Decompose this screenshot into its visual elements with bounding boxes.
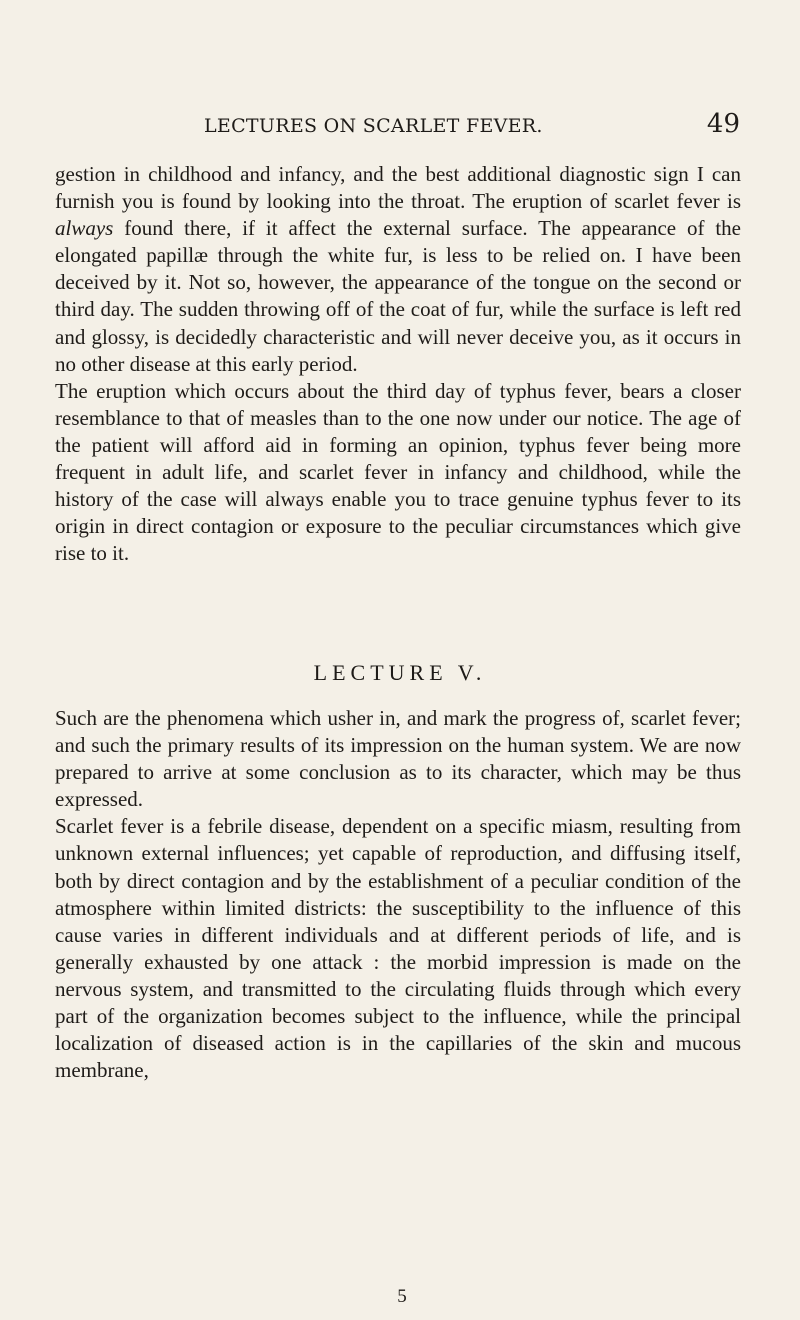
emphasis-always: always	[55, 216, 114, 241]
signature-mark: 5	[397, 1286, 407, 1307]
paragraph-phenomena: Such are the phenomena which usher in, and mark the progress of, scarlet fever; and such the primary results of its impression on the human system. We are now prepared to arrive at some conclusion as to its character, which may be thus expressed.	[55, 706, 741, 812]
paragraph-text: gestion in childhood and infancy, and the best additional diagnostic sign I can furnish you is found by looking into the throat. The eruption of scarlet fever is	[55, 162, 741, 214]
running-title: LECTURES ON SCARLET FEVER.	[204, 115, 543, 137]
running-head	[204, 109, 740, 143]
paragraph-text: found there, if it affect the external surface. The appearance of the elongated papillæ through the white fur, is less to be relied on. I have been deceived by it. Not so, however, the appearance of the tongue on the second or third day. The sudden throwing off of the coat of fur, while the surface is left red and glossy, is decidedly characteristic and will never deceive you, as it occurs in no other disease at this early period.	[55, 216, 741, 376]
text-block-bottom	[55, 705, 741, 1084]
section-heading: LECTURE V.	[313, 660, 487, 685]
text-block-top	[55, 161, 741, 567]
paragraph-typhus-comparison: The eruption which occurs about the third day of typhus fever, bears a closer resemblance to that of measles than to the one now under our notice. The age of the patient will afford aid in forming an opinion, typhus fever being more frequent in adult life, and scarlet fever in infancy and childhood, while the history of the case will always enable you to trace genuine typhus fever to its origin in direct contagion or exposure to the peculiar circumstances which give rise to it.	[55, 378, 741, 566]
paragraph-definition: Scarlet fever is a febrile disease, dependent on a specific miasm, resulting from unknown external influences; yet capable of reproduction, and diffusing itself, both by direct contagion and by the establishment of a peculiar condition of the atmosphere within limited districts: the susceptibility to the influence of this cause varies in different individuals and at different periods of life, and is generally exhausted by one attack : the morbid impression is made on the nervous system, and transmitted to the circulating fluids through which every part of the organization becomes subject to the influence, while the principal localization of diseased action is in the capillaries of the skin and mucous membrane,	[55, 814, 741, 1083]
page-number: 49	[706, 109, 740, 139]
paragraph-throat-diagnosis	[55, 161, 741, 378]
